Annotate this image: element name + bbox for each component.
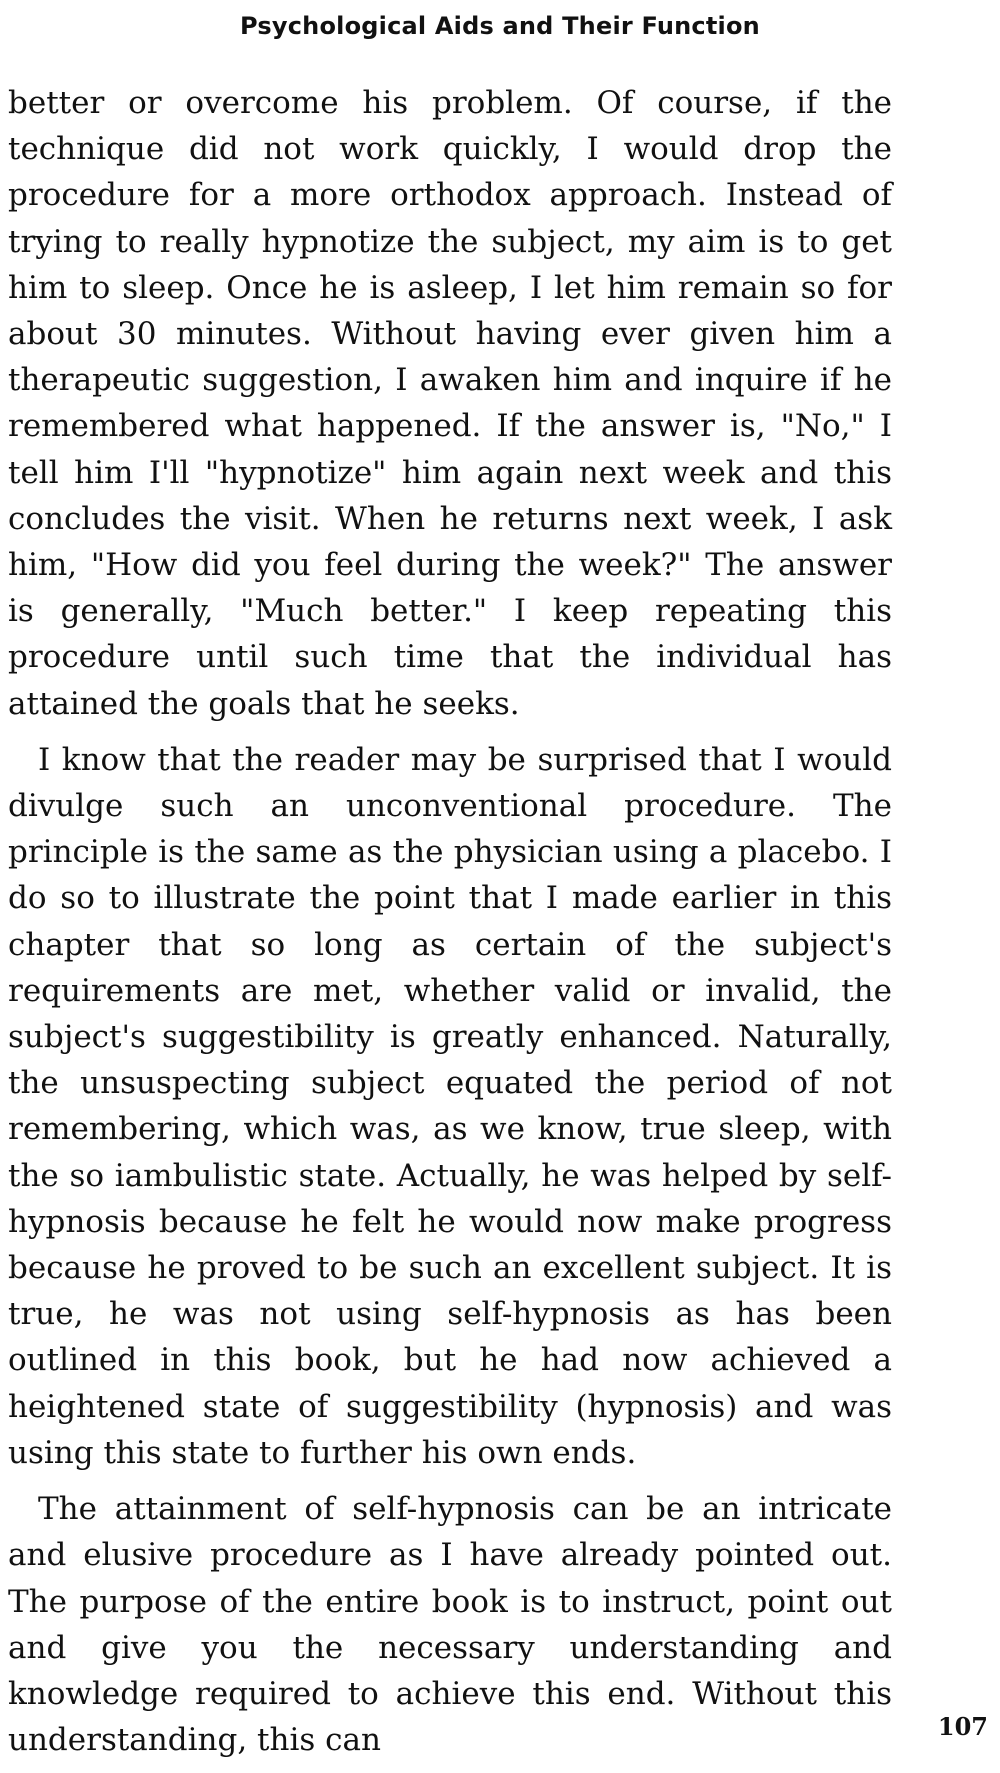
paragraph-3: The attainment of self-hypnosis can be an intricate and elusive procedure as I have already pointed out. The purpose of the entire book is to instruct, point out and give you the necessary understanding and knowledge required to achieve this end. Without this understanding, this can (8, 1491, 892, 1759)
paragraph-1: better or overcome his problem. Of course, if the technique did not work quickly, I would drop the procedure for a more orthodox approach. Instead of trying to really hypnotize the subject, my aim is to get him to sleep. Once he is asleep, I let him remain so for about 30 minutes. Without having ever given him a therapeutic suggestion, I awaken him and inquire if he remembered what happened. If the answer is, "No," I tell him I'll "hypnotize" him again next week and this concludes the visit. When he returns next week, I ask him, "How did you feel during the week?" The answer is generally, "Much better." I keep repeating this procedure until such time that the individual has attained the goals that he seeks. (8, 85, 892, 722)
paragraph-2: I know that the reader may be surprised that I would divulge such an unconventional procedure. The principle is the same as the physician using a placebo. I do so to illustrate the point that I made earlier in this chapter that so long as certain of the subject's requirements are met, whether valid or invalid, the subject's suggestibility is greatly enhanced. Naturally, the unsuspecting subject equated the period of not remembering, which was, as we know, true sleep, with the so iambulistic state. Actually, he was helped by self-hypnosis because he felt he would now make progress because he proved to be such an excellent subject. It is true, he was not using self-hypnosis as has been outlined in this book, but he had now achieved a heightened state of suggestibility (hypnosis) and was using this state to further his own ends. (8, 741, 892, 1471)
page-number: 107 (937, 1712, 988, 1741)
running-head-title: Psychological Aids and Their Function (240, 12, 760, 40)
body-text (8, 80, 892, 1773)
